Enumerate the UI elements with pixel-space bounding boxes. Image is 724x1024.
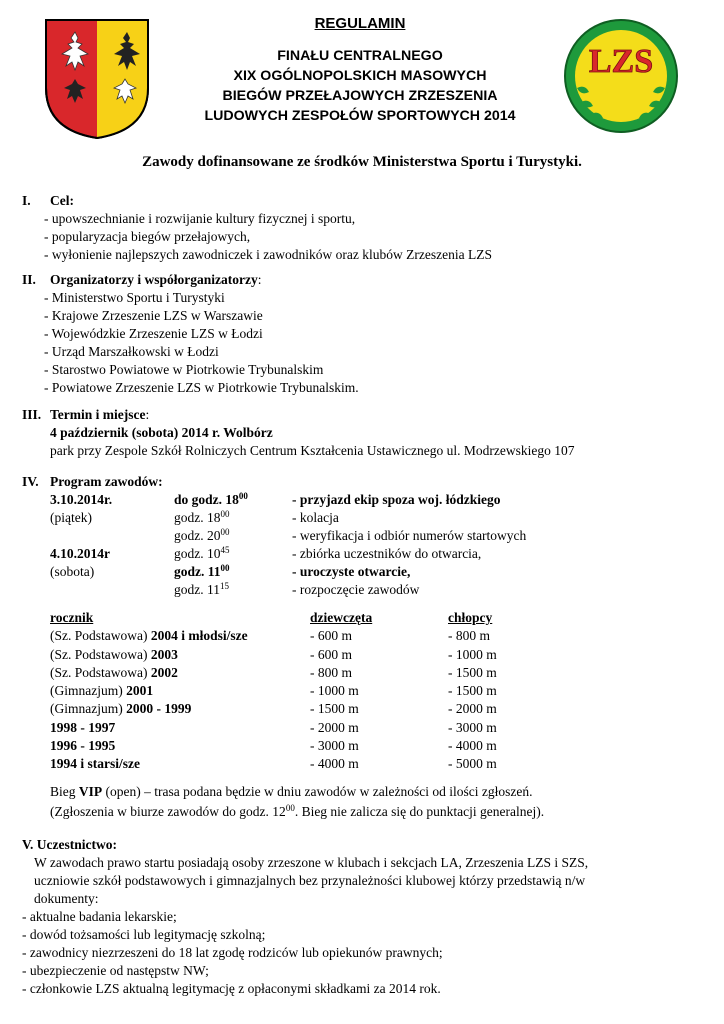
- section-cel: [22, 192, 712, 264]
- event-date: 4 październik (sobota) 2014 r. Wolbórz: [50, 425, 273, 440]
- schedule-time: godz. $11^{15}$: [174, 581, 229, 597]
- schedule-time: godz. $11^{00}$: [174, 563, 230, 579]
- document-header: [160, 14, 560, 126]
- section-program: [22, 473, 712, 491]
- schedule-event: - uroczyste otwarcie,: [292, 564, 411, 579]
- list-item: - dowód tożsamości lub legitymację szkolną;: [22, 927, 266, 942]
- intro-line: W zawodach prawo startu posiadają osoby zrzeszone w klubach i sekcjach LA, Zrzeszenia LZS i SZS,: [34, 855, 589, 870]
- list-item: - aktualne badania lekarskie;: [22, 909, 177, 924]
- birth-year: 2002: [150, 664, 178, 680]
- funding-subtitle: Zawody dofinansowane ze środków Ministerstwa Sportu i Turystyki.: [142, 154, 582, 170]
- lzs-logo-text: LZS: [588, 43, 654, 80]
- section-number: I.: [22, 193, 31, 208]
- schedule-event: - przyjazd ekip spoza woj. łódzkiego: [292, 492, 501, 507]
- birth-year: 1998 - 1997: [50, 719, 116, 735]
- birth-year: 2004 i młodsi/sze: [150, 628, 248, 644]
- regulamin-title: REGULAMIN: [314, 15, 406, 32]
- girls-distance: - 4000 m: [310, 756, 359, 772]
- section-title: Program zawodów:: [50, 474, 163, 489]
- schedule-day: (piątek): [50, 510, 92, 525]
- title-line-1: FINAŁU CENTRALNEGO: [277, 48, 443, 64]
- section-number: IV.: [22, 474, 39, 489]
- schedule-event: - zbiórka uczestników do otwarcia,: [292, 546, 482, 561]
- section-termin: [22, 406, 712, 460]
- girls-distance: - 600 m: [310, 628, 352, 644]
- girls-distance: - 3000 m: [310, 738, 359, 754]
- birth-year: 1996 - 1995: [50, 738, 116, 754]
- lzs-logo-icon: [563, 18, 679, 134]
- schedule-event: - kolacja: [292, 510, 339, 525]
- boys-distance: - 1500 m: [448, 664, 497, 680]
- intro-line: uczniowie szkół podstawowych i gimnazjalnych bez przynależności klubowej którzy przedstawią n/w: [34, 873, 586, 888]
- girls-distance: - 1000 m: [310, 683, 359, 699]
- boys-distance: - 1000 m: [448, 646, 497, 662]
- list-item: - zawodnicy niezrzeszeni do 18 lat zgodę rodziców lub opiekunów prawnych;: [22, 945, 443, 960]
- girls-distance: - 800 m: [310, 664, 352, 680]
- section-uczestnictwo: [22, 836, 712, 998]
- boys-distance: - 800 m: [448, 628, 490, 644]
- header-girls: dziewczęta: [310, 610, 373, 625]
- schedule-day: 4.10.2014r: [50, 546, 110, 561]
- list-item: - upowszechnianie i rozwijanie kultury fizycznej i sportu,: [44, 211, 356, 226]
- section-number: II.: [22, 272, 36, 287]
- boys-distance: - 3000 m: [448, 719, 497, 735]
- list-item: - wyłonienie najlepszych zawodniczek i zawodników oraz klubów Zrzeszenia LZS: [44, 247, 492, 262]
- girls-distance: - 2000 m: [310, 719, 359, 735]
- section-title: Termin i miejsce: [50, 407, 146, 422]
- schedule-time: godz. $18^{00}$: [174, 509, 230, 525]
- intro-line: dokumenty:: [34, 891, 99, 906]
- title-line-3: BIEGÓW PRZEŁAJOWYCH ZRZESZENIA: [222, 88, 498, 104]
- boys-distance: - 4000 m: [448, 738, 497, 754]
- birth-year: 2000 - 1999: [126, 701, 192, 717]
- school-type: (Sz. Podstawowa): [50, 664, 151, 680]
- title-line-2: XIX OGÓLNOPOLSKICH MASOWYCH: [233, 68, 487, 84]
- header-boys: chłopcy: [448, 610, 493, 625]
- section-title: Cel:: [50, 193, 74, 208]
- schedule-day: (sobota): [50, 564, 95, 579]
- section-number: III.: [22, 407, 42, 422]
- section-colon: :: [145, 407, 150, 422]
- title-line-4: LUDOWYCH ZESPOŁÓW SPORTOWYCH 2014: [204, 108, 516, 124]
- section-organizatorzy: [22, 271, 712, 397]
- schedule-time: do godz. $18^{00}$: [174, 491, 248, 507]
- list-item: - Wojewódzkie Zrzeszenie LZS w Łodzi: [44, 326, 263, 341]
- schedule-day: 3.10.2014r.: [50, 492, 113, 507]
- school-type: (Sz. Podstawowa): [50, 646, 151, 662]
- boys-distance: - 5000 m: [448, 756, 497, 772]
- list-item: - popularyzacja biegów przełajowych,: [44, 229, 251, 244]
- schedule-event: - rozpoczęcie zawodów: [292, 582, 420, 597]
- section-title: V. Uczestnictwo:: [22, 837, 117, 852]
- event-place: park przy Zespole Szkół Rolniczych Centrum Kształcenia Ustawicznego ul. Modrzewskiego 107: [50, 443, 575, 458]
- vip-line: Bieg VIP (open) – trasa podana będzie w dniu zawodów w zależności od ilości zgłoszeń.: [50, 784, 533, 799]
- birth-year: 2003: [150, 646, 178, 662]
- list-item: - Krajowe Zrzeszenie LZS w Warszawie: [44, 308, 263, 323]
- section-title: Organizatorzy i współorganizatorzy: [50, 272, 258, 287]
- list-item: - Urząd Marszałkowski w Łodzi: [44, 344, 219, 359]
- header-rocznik: rocznik: [50, 610, 94, 625]
- voivodeship-crest-icon: [44, 18, 150, 140]
- birth-year: 1994 i starsi/sze: [50, 756, 140, 772]
- section-colon: :: [257, 272, 262, 287]
- list-item: - Starostwo Powiatowe w Piotrkowie Trybunalskim: [44, 362, 324, 377]
- list-item: - ubezpieczenie od następstw NW;: [22, 963, 209, 978]
- girls-distance: - 600 m: [310, 646, 352, 662]
- vip-note: [50, 782, 544, 822]
- girls-distance: - 1500 m: [310, 701, 359, 717]
- schedule-time: godz. $10^{45}$: [174, 545, 230, 561]
- boys-distance: - 2000 m: [448, 701, 497, 717]
- schedule-time: godz. $20^{00}$: [174, 527, 230, 543]
- registration-line: (Zgłoszenia w biurze zawodów do godz. $12^{00}$. Bieg nie zalicza się do punktacji generalnej).: [50, 803, 545, 819]
- school-type: (Gimnazjum): [50, 701, 127, 717]
- list-item: - członkowie LZS aktualną legitymację z opłaconymi składkami za 2014 rok.: [22, 981, 441, 996]
- list-item: - Ministerstwo Sportu i Turystyki: [44, 290, 225, 305]
- school-type: (Sz. Podstawowa): [50, 628, 151, 644]
- schedule-event: - weryfikacja i odbiór numerów startowych: [292, 528, 527, 543]
- boys-distance: - 1500 m: [448, 683, 497, 699]
- list-item: - Powiatowe Zrzeszenie LZS w Piotrkowie Trybunalskim.: [44, 380, 359, 395]
- birth-year: 2001: [126, 683, 154, 699]
- school-type: (Gimnazjum): [50, 683, 127, 699]
